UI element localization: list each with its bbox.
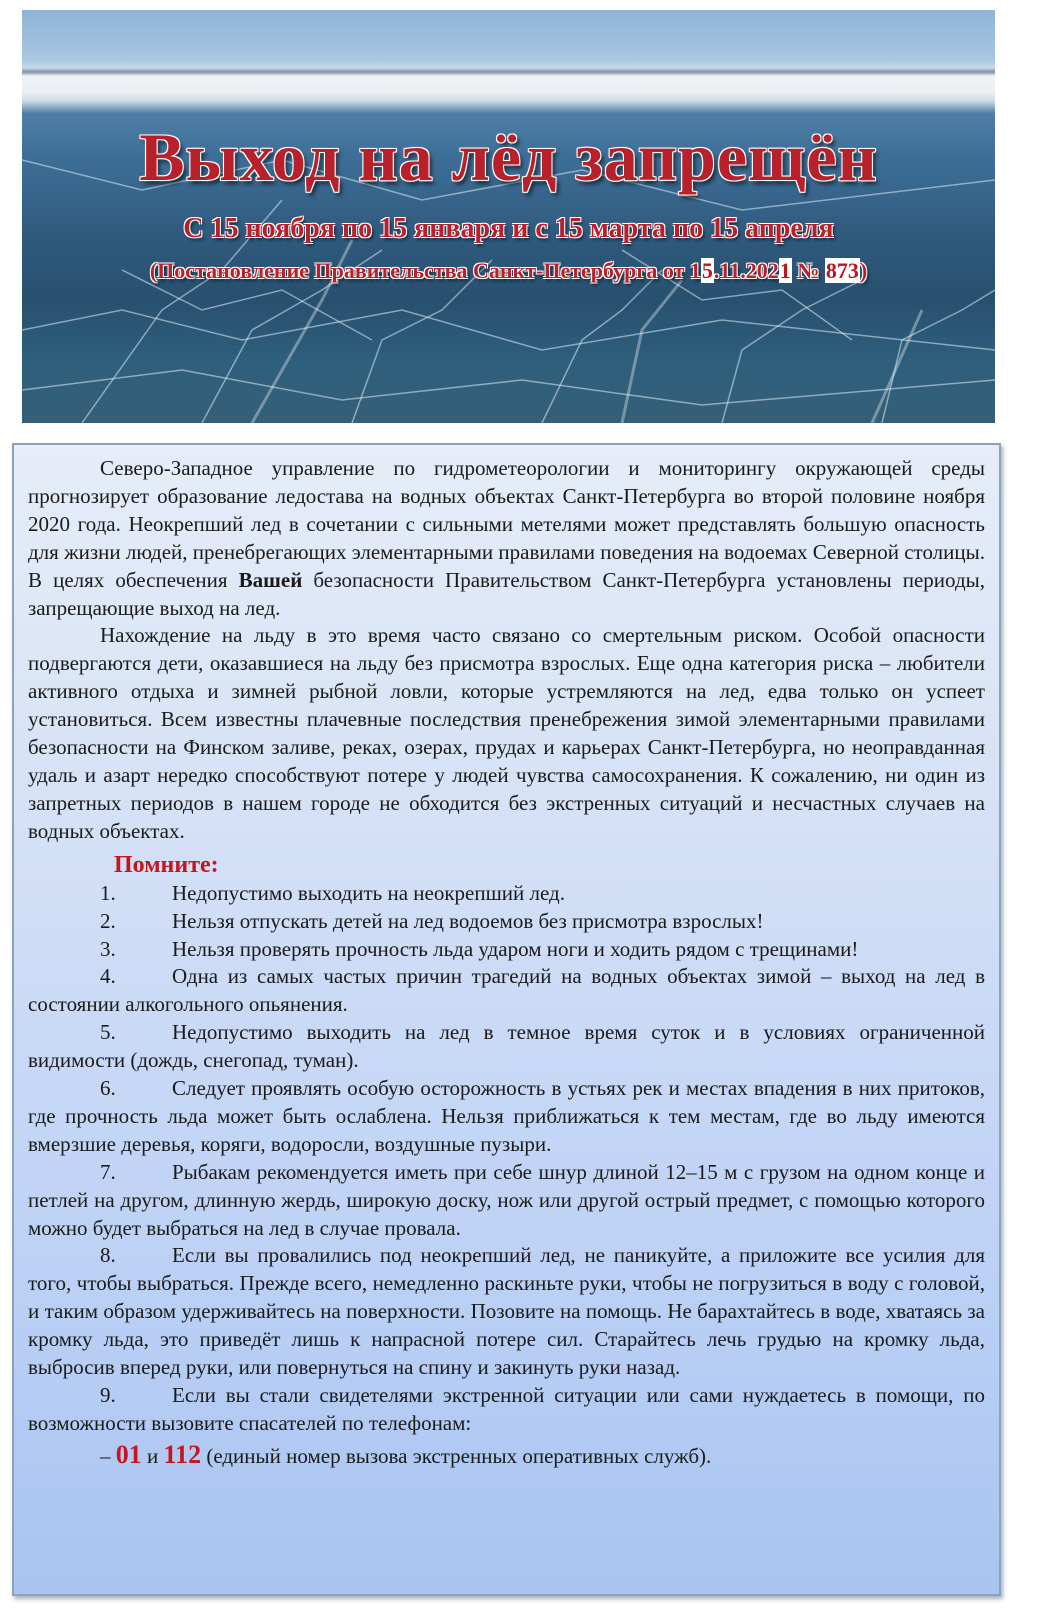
decree-suffix: ) <box>859 258 868 283</box>
phones-note: (единый номер вызова экстренных оперативных служб). <box>201 1443 712 1468</box>
rule-item <box>28 1019 985 1075</box>
decree-no-sign: № <box>791 258 825 283</box>
decree-number: 873 <box>825 258 859 283</box>
rule-item <box>28 1159 985 1243</box>
rule-text: Недопустимо выходить на лед в темное время суток и в условиях ограниченной видимости (дождь, снегопад, туман). <box>28 1020 985 1073</box>
rule-number: 1. <box>100 880 116 905</box>
paragraph-intro-bold: Вашей <box>238 567 303 592</box>
banner-decree <box>22 258 995 284</box>
rule-item <box>28 880 985 908</box>
phone-number-01: 01 <box>115 1439 142 1469</box>
decree-year-digit: 1 <box>779 258 791 283</box>
rule-item <box>28 963 985 1019</box>
paragraph-intro-text: Северо-Западное управление по гидрометеорологии и мониторингу окружающей среды прогнозирует образование ледостава на водных объектах Санкт-Петербурга во второй половине ноября 2020 года. Неокрепший лед в сочетании с сильными метелями может представлять большую опасность для жизни людей, пренебрегающих элементарными правилами поведения на водоемах Северной столицы. В целях обеспечения <box>28 456 985 592</box>
decree-prefix: (Постановление Правительства Санкт-Петербурга от 1 <box>149 258 701 283</box>
paragraph-intro-text-end: безопасности Правительством Санкт-Петербурга установлены периоды, запрещающие выход на лед. <box>28 567 985 620</box>
rule-item <box>28 908 985 936</box>
decree-day-digit: 5 <box>701 258 713 283</box>
banner-periods: С 15 ноября по 15 января и с 15 марта по 15 апреля <box>183 213 834 244</box>
rule-text: Если вы провалились под неокрепший лед, не паникуйте, а приложите все усилия для того, чтобы выбраться. Прежде всего, немедленно раскиньте руки, чтобы не погрузиться в воду с головой, и таким образом удерживайтесь на поверхности. Позовите на помощь. Не барахтайтесь в воде, хватаясь за кромку льда, это приведёт лишь к напрасной потере сил. Старайтесь лечь грудью на кромку льда, выбросив вперед руки, или повернуться на спину и закинуть руки назад. <box>28 1243 985 1380</box>
rule-text: Недопустимо выходить на неокрепший лед. <box>172 880 565 905</box>
banner-title: Выход на лёд запрещён <box>139 119 878 195</box>
rule-item <box>28 1075 985 1159</box>
rule-text: Рыбакам рекомендуется иметь при себе шнур длиной 12–15 м с грузом на одном конце и петлей на другом, длинную жердь, широкую доску, нож или другой острый предмет, с помощью которого можно будет выбраться на лед в случае провала. <box>28 1159 985 1240</box>
rule-text: Нельзя проверять прочность льда ударом ноги и ходить рядом с трещинами! <box>172 936 859 961</box>
rule-number: 9. <box>100 1383 116 1407</box>
rule-text: Если вы стали свидетелями экстренной ситуации или сами нуждаетесь в помощи, по возможности вызовите спасателей по телефонам: <box>28 1383 985 1435</box>
phones-and: и <box>141 1443 164 1468</box>
phone-number-112: 112 <box>163 1439 202 1469</box>
rule-text: Одна из самых частых причин трагедий на водных объектах зимой – выход на лед в состоянии алкогольного опьянения. <box>28 964 985 1017</box>
rule-number: 8. <box>100 1243 116 1268</box>
emergency-phones <box>100 1440 985 1471</box>
rule-item <box>28 1382 985 1438</box>
notice-text-box <box>12 443 1001 1596</box>
rule-number: 3. <box>100 936 116 961</box>
rule-text: Следует проявлять особую осторожность в устьях рек и местах впадения в них притоков, где прочность льда может быть ослаблена. Нельзя приближаться к тем местам, где во льду имеются вмерзшие деревья, коряги, водоросли, воздушные пузыри. <box>28 1076 985 1156</box>
rule-number: 4. <box>100 964 116 989</box>
decree-date: .11.202 <box>713 258 779 283</box>
rule-item <box>28 936 985 964</box>
rule-number: 5. <box>100 1020 116 1045</box>
rule-number: 6. <box>100 1076 116 1101</box>
paragraph-risk: Нахождение на льду в это время часто связано со смертельным риском. Особой опасности подвергаются дети, оказавшиеся на льду без присмотра взрослых. Еще одна категория риска – любители активного отдыха и зимней рыбной ловли, которые устремляются на лед, едва только он успеет установиться. Всем известны плачевные последствия пренебрежения зимой элементарными правилами безопасности на Финском заливе, реках, озерах, прудах и карьерах Санкт-Петербурга, но неоправданная удаль и азарт нередко способствуют потере у людей чувства самосохранения. К сожалению, ни один из запретных периодов в нашем городе не обходится без экстренных ситуаций и несчастных случаев на водных объектах. <box>28 623 985 843</box>
rule-number: 2. <box>100 908 116 933</box>
rule-number: 7. <box>100 1159 116 1184</box>
ice-banner-image <box>22 10 995 423</box>
phones-dash: – <box>100 1443 116 1468</box>
rule-item <box>28 1242 985 1382</box>
rule-text: Нельзя отпускать детей на лед водоемов без присмотра взрослых! <box>172 908 764 933</box>
rules-list <box>28 880 985 1438</box>
remember-heading: Помните: <box>114 851 219 878</box>
paragraph-intro <box>28 455 985 622</box>
